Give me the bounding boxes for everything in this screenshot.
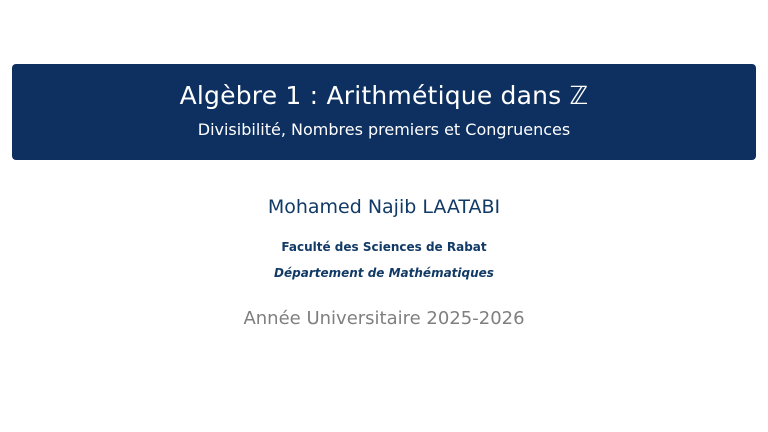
page-subtitle: Divisibilité, Nombres premiers et Congruences (197, 120, 571, 140)
author-name: Mohamed Najib LAATABI (267, 196, 501, 218)
title-banner (12, 64, 756, 160)
academic-year: Année Universitaire 2025-2026 (243, 308, 525, 329)
page-title: Algèbre 1 : Arithmétique dans ℤ (179, 81, 589, 110)
department-name: Département de Mathématiques (274, 266, 494, 280)
institution-name: Faculté des Sciences de Rabat (281, 240, 487, 254)
affiliation-block (0, 238, 768, 282)
